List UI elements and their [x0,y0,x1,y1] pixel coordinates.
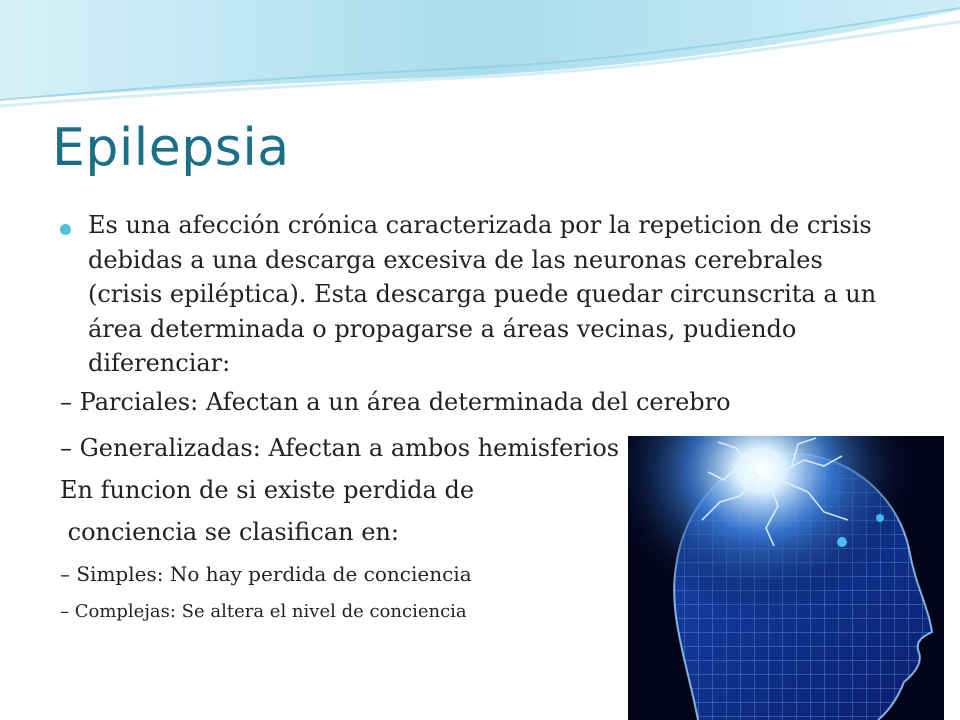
list-item-parciales: – Parciales: Afectan a un área determinada del cerebro [60,388,731,416]
list-item-simples: – Simples: No hay perdida de conciencia [60,562,472,586]
brain-head-image [628,436,944,720]
text-line-conciencia-2: conciencia se clasifican en: [60,518,399,546]
slide-title: Epilepsia [52,118,290,178]
bullet-paragraph: Es una afección crónica caracterizada por la repeticion de crisis debidas a una descarga excesiva de las neuronas cerebrales (crisis epiléptica). Esta descarga puede quedar circunscrita a un área determinada o propagarse a áreas vecinas, pudiendo diferenciar: [88,211,877,377]
list-item-complejas: – Complejas: Se altera el nivel de conciencia [60,601,467,622]
bullet-icon [60,224,71,235]
list-item-generalizadas: – Generalizadas: Afectan a ambos hemisferios [60,434,620,462]
text-line-conciencia-1: En funcion de si existe perdida de [60,476,475,504]
header-wave-decoration [0,0,960,120]
